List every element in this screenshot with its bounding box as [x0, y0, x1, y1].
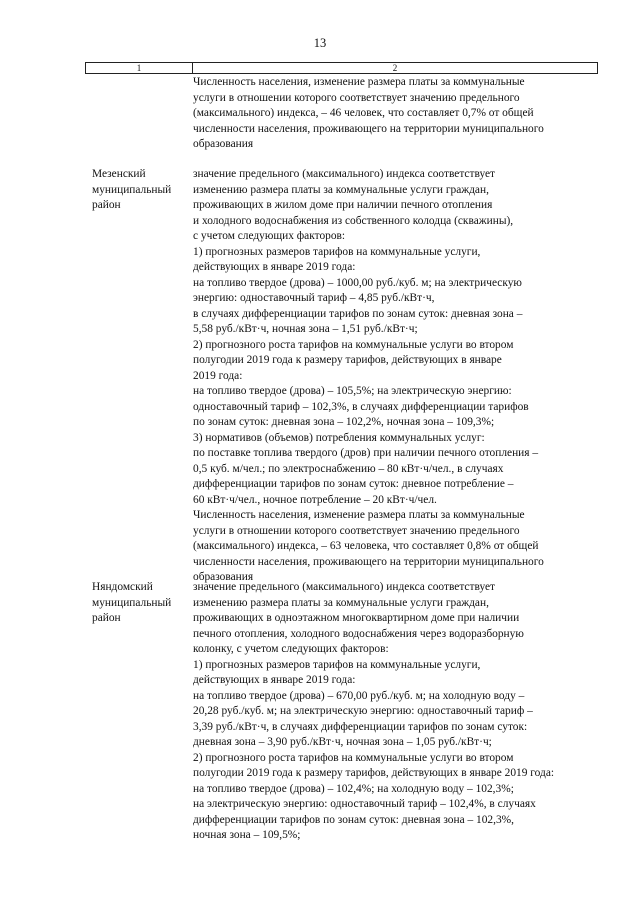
text-line: дневная зона – 3,90 руб./кВт·ч, ночная зона – 1,05 руб./кВт·ч;	[193, 736, 492, 748]
page-number: 13	[313, 36, 327, 50]
text-line: действующих в январе 2019 года:	[193, 674, 356, 686]
text-line: полугодии 2019 года к размеру тарифов, действующих в январе	[193, 354, 502, 366]
district-label	[92, 580, 192, 627]
label-line: муниципальный	[92, 596, 172, 609]
text-line: по зонам суток: дневная зона – 102,2%, ночная зона – 109,3%;	[193, 416, 495, 428]
text-line: печного отопления, холодного водоснабжения через водоразборную	[193, 627, 524, 640]
text-line: полугодии 2019 года к размеру тарифов, действующих в январе 2019 года:	[193, 767, 555, 779]
text-line: (максимального) индекса, – 63 человека, что составляет 0,8% от общей	[193, 540, 539, 552]
text-line: действующих в январе 2019 года:	[193, 261, 356, 273]
label-line: Няндомский	[92, 581, 153, 593]
text-line: в случаях дифференциации тарифов по зонам суток: дневная зона –	[193, 307, 523, 320]
text-line: на топливо твердое (дрова) – 105,5%; на электрическую энергию:	[193, 385, 512, 397]
label-line: район	[92, 199, 121, 211]
text-line: значение предельного (максимального) индекса соответствует	[193, 168, 496, 180]
column-number-2: 2	[193, 63, 598, 74]
text-line: на электрическую энергию: одноставочный тариф – 102,4%, в случаях	[193, 798, 536, 810]
text-line: на топливо твердое (дрова) – 102,4%; на холодную воду – 102,3%;	[193, 782, 514, 795]
text-line: Численность населения, изменение размера платы за коммунальные	[193, 76, 525, 88]
text-line: ночная зона – 109,5%;	[193, 829, 301, 841]
text-line: 5,58 руб./кВт·ч, ночная зона – 1,51 руб./кВт·ч;	[193, 323, 418, 335]
text-line: 1) прогнозных размеров тарифов на коммунальные услуги,	[193, 245, 481, 258]
text-line: одноставочный тариф – 102,3%, в случаях дифференциации тарифов	[193, 400, 529, 413]
text-line: проживающих в одноэтажном многоквартирном доме при наличии	[193, 612, 520, 624]
text-line: проживающих в жилом доме при наличии печного отопления	[193, 199, 493, 211]
text-line: услуги в отношении которого соответствует значению предельного	[193, 91, 520, 104]
text-line: с учетом следующих факторов:	[193, 230, 346, 242]
text-line: 2) прогнозного роста тарифов на коммунальные услуги во втором	[193, 338, 514, 351]
text-line: численности населения, проживающего на территории муниципального	[193, 122, 544, 135]
text-line: 2019 года:	[193, 369, 243, 382]
text-line: дифференциации тарифов по зонам суток: дневное потребление –	[193, 478, 514, 490]
text-line: 1) прогнозных размеров тарифов на коммунальные услуги,	[193, 658, 481, 671]
text-line: изменению размера платы за коммунальные услуги граждан,	[193, 596, 489, 609]
section-text	[193, 167, 603, 586]
text-line: (максимального) индекса, – 46 человек, что составляет 0,7% от общей	[193, 107, 534, 119]
table-header	[85, 62, 598, 74]
label-line: Мезенский	[92, 168, 146, 180]
text-line: услуги в отношении которого соответствует значению предельного	[193, 524, 520, 537]
text-line: 3,39 руб./кВт·ч, в случаях дифференциации тарифов по зонам суток:	[193, 720, 528, 733]
text-line: значение предельного (максимального) индекса соответствует	[193, 581, 496, 593]
text-line: энергию: одноставочный тариф – 4,85 руб./кВт·ч,	[193, 292, 435, 304]
text-line: образования	[193, 138, 254, 150]
column-number-1: 1	[86, 63, 193, 74]
label-line: район	[92, 612, 121, 624]
text-line: численности населения, проживающего на территории муниципального	[193, 555, 544, 568]
text-line: образования	[193, 571, 254, 583]
text-line: и холодного водоснабжения из собственного колодца (скважины),	[193, 214, 514, 227]
text-line: Численность населения, изменение размера платы за коммунальные	[193, 509, 525, 521]
text-line: 2) прогнозного роста тарифов на коммунальные услуги во втором	[193, 751, 514, 764]
text-line: колонку, с учетом следующих факторов:	[193, 643, 389, 655]
text-line: 20,28 руб./куб. м; на электрическую энергию: одноставочный тариф –	[193, 705, 533, 717]
text-line: 60 кВт·ч/чел., ночное потребление – 20 кВт·ч/чел.	[193, 493, 437, 506]
text-line: 0,5 куб. м/чел.; по электроснабжению – 80 кВт·ч/чел., в случаях	[193, 462, 504, 475]
district-label	[92, 167, 192, 214]
intro-text	[193, 75, 603, 153]
text-line: дифференциации тарифов по зонам суток: дневная зона – 102,3%,	[193, 813, 514, 826]
text-line: на топливо твердое (дрова) – 670,00 руб./куб. м; на холодную воду –	[193, 689, 525, 702]
text-line: по поставке топлива твердого (дров) при наличии печного отопления –	[193, 447, 539, 459]
text-line: изменению размера платы за коммунальные услуги граждан,	[193, 183, 489, 196]
text-line: на топливо твердое (дрова) – 1000,00 руб./куб. м; на электрическую	[193, 276, 522, 289]
text-line: 3) нормативов (объемов) потребления коммунальных услуг:	[193, 431, 485, 444]
section-text	[193, 580, 603, 844]
label-line: муниципальный	[92, 183, 172, 196]
